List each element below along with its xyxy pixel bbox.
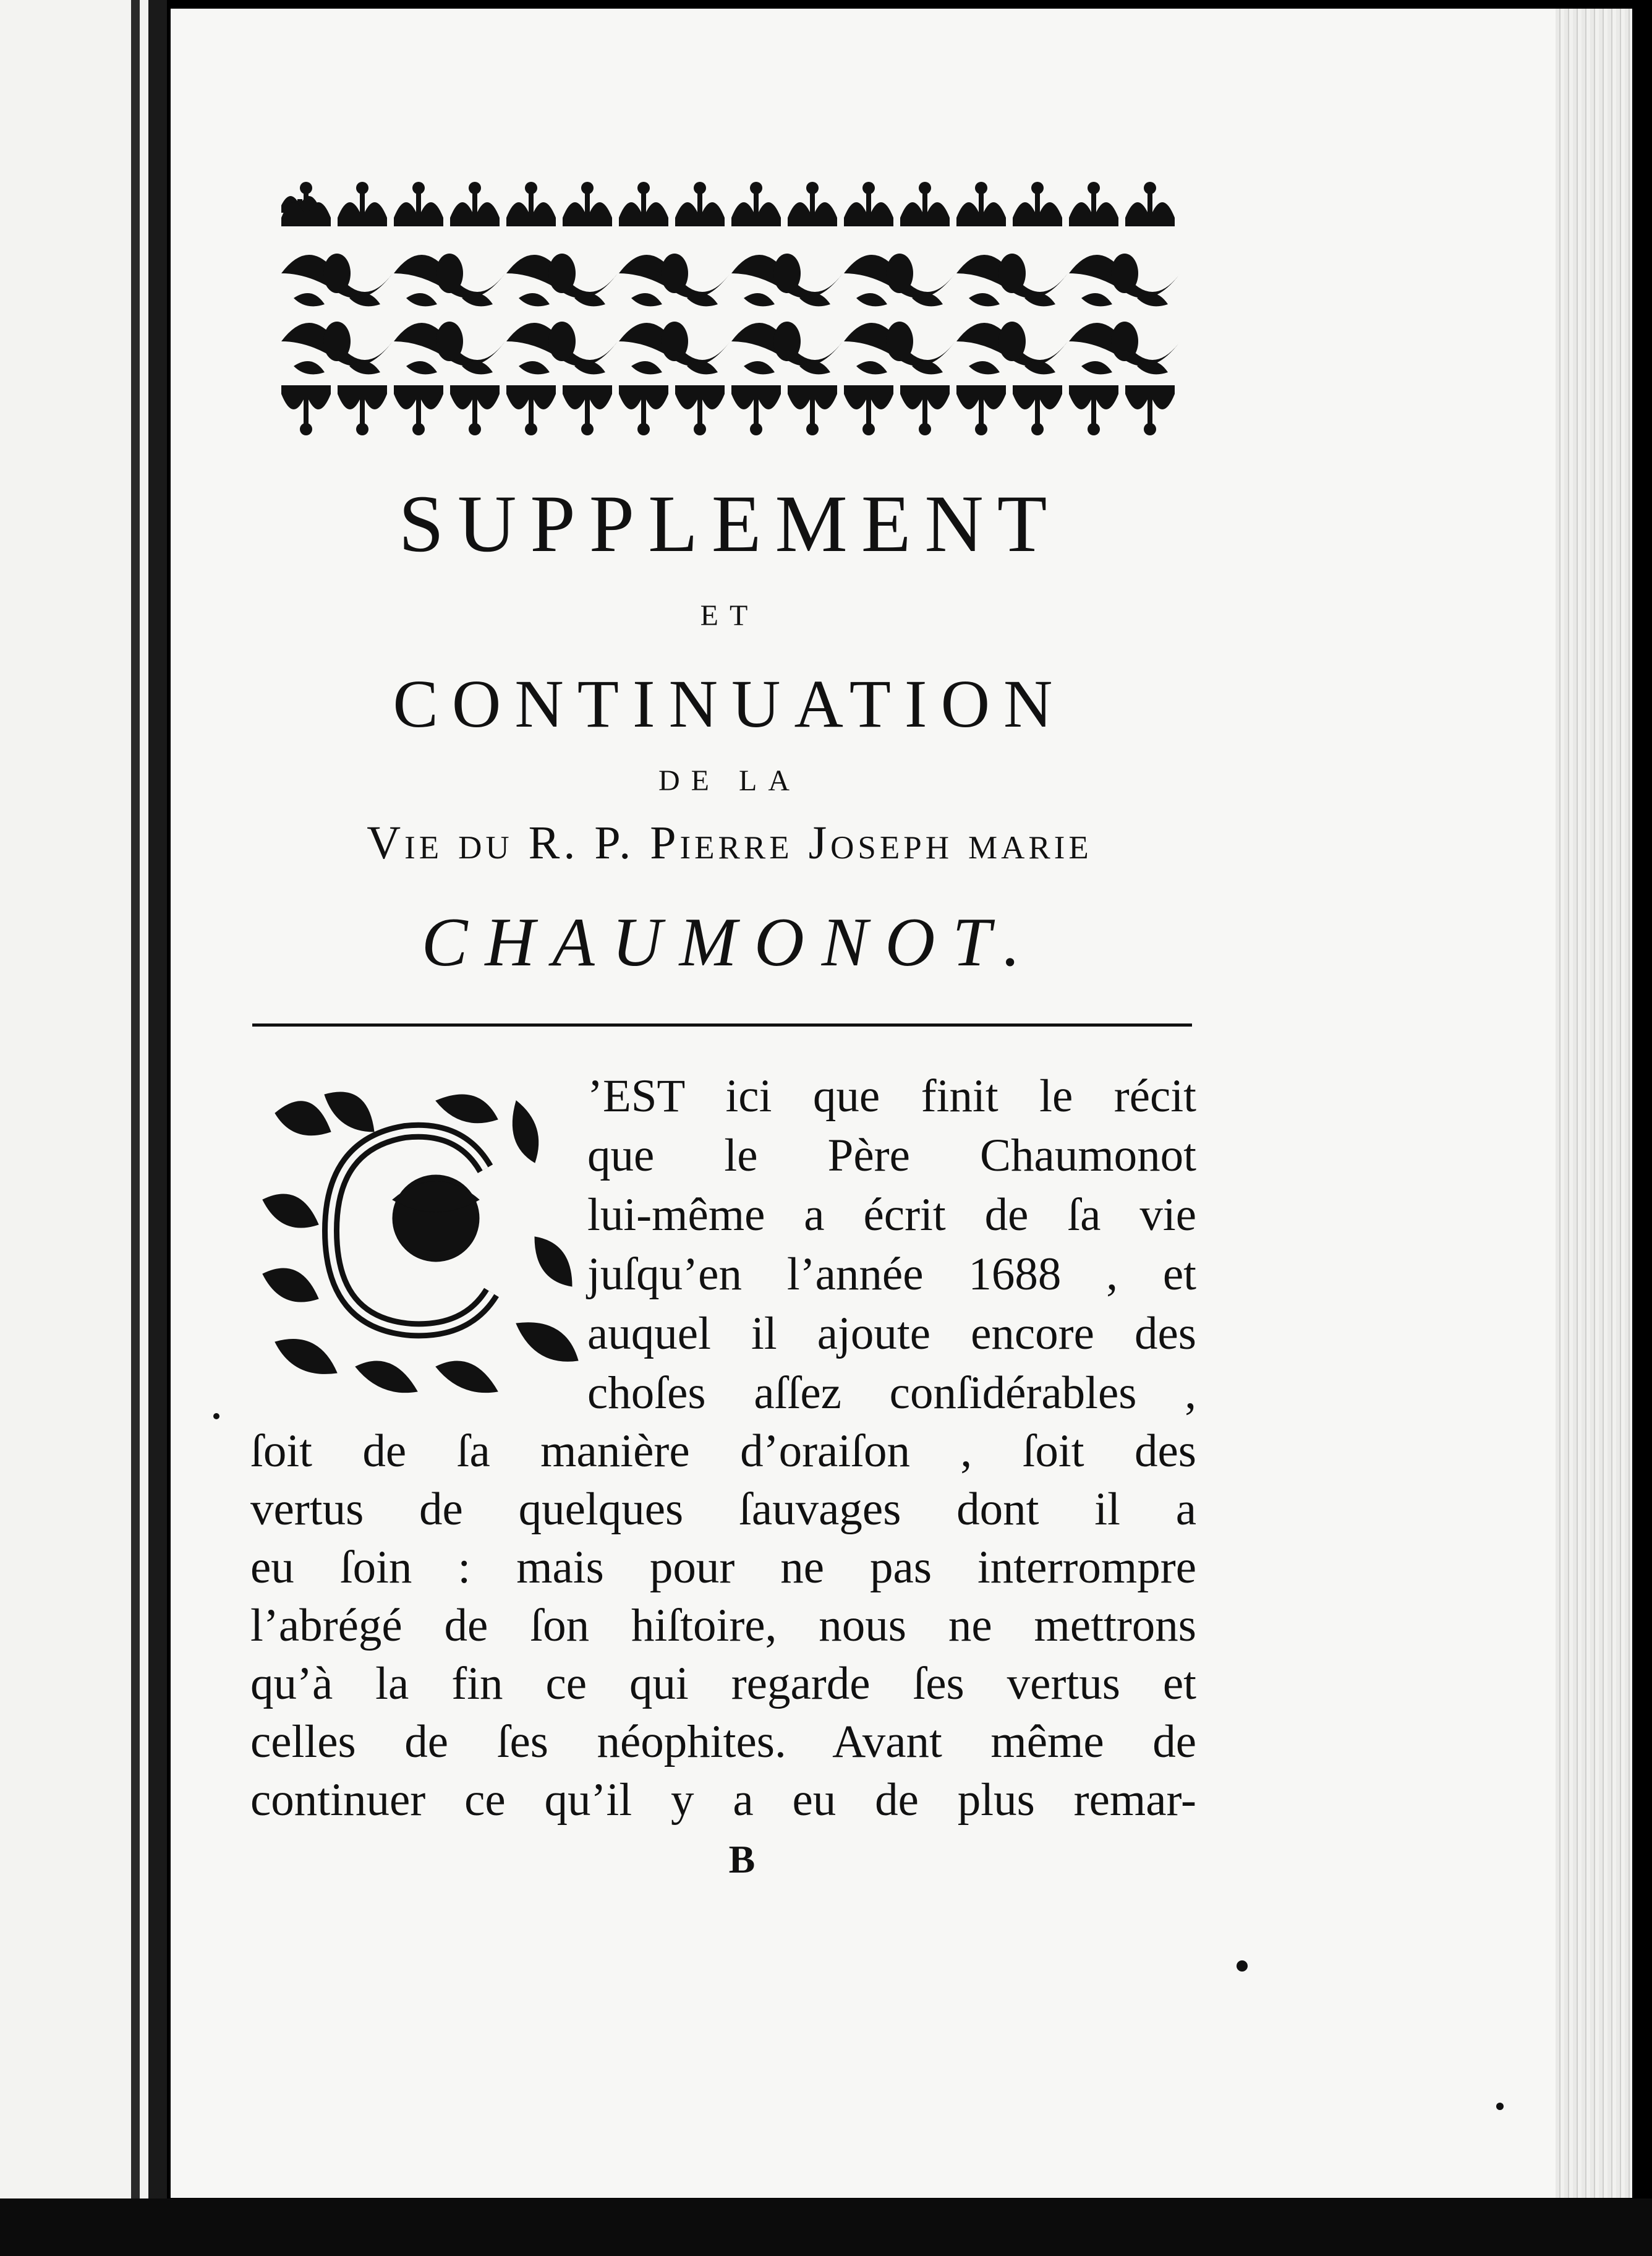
horizontal-rule [252,1023,1192,1027]
ink-speck [1496,2103,1504,2110]
ink-speck [213,1413,219,1419]
gutter-shadow [131,0,140,2198]
body-line: vertus de quelques ſauvages dont il a [250,1484,1196,1535]
body-line: que le Père Chaumonot [587,1130,1196,1181]
scan-background [0,2198,1652,2256]
decorative-headpiece [275,181,1181,440]
body-line: qu’à la fin ce qui regarde ſes vertus et [250,1658,1196,1709]
title-continuation: CONTINUATION [393,666,1067,741]
title-de-la: DE LA [658,764,801,797]
body-line: continuer ce qu’il y a eu de plus remar- [250,1774,1196,1826]
facing-page [0,0,167,2198]
title-et: ET [700,599,759,632]
body-line: choſes aſſez conſidérables , [587,1367,1196,1419]
decorated-initial-c-icon [250,1076,587,1410]
body-line: juſqu’en l’année 1688 , et [587,1249,1196,1300]
page-edges [1556,9,1632,2198]
body-line: eu ſoin : mais pour ne pas interrompre [250,1542,1196,1593]
body-line: lui-même a écrit de ſa vie [587,1189,1196,1241]
body-line: ſoit de ſa manière d’oraiſon , ſoit des [250,1425,1196,1477]
body-line: celles de ſes néophites. Avant même de [250,1716,1196,1767]
title-supplement: SUPPLEMENT [398,478,1061,569]
signature-mark: B [728,1837,756,1881]
ink-speck [1237,1960,1248,1972]
body-line: auquel il ajoute encore des [587,1308,1196,1359]
title-vie-du: Vie du R. P. Pierre Joseph marie [367,817,1092,869]
body-line: ’EST ici que finit le récit [587,1070,1196,1122]
body-line: l’abrégé de ſon hiſtoire, nous ne mettrons [250,1600,1196,1651]
title-chaumonot: CHAUMONOT. [421,904,1038,981]
